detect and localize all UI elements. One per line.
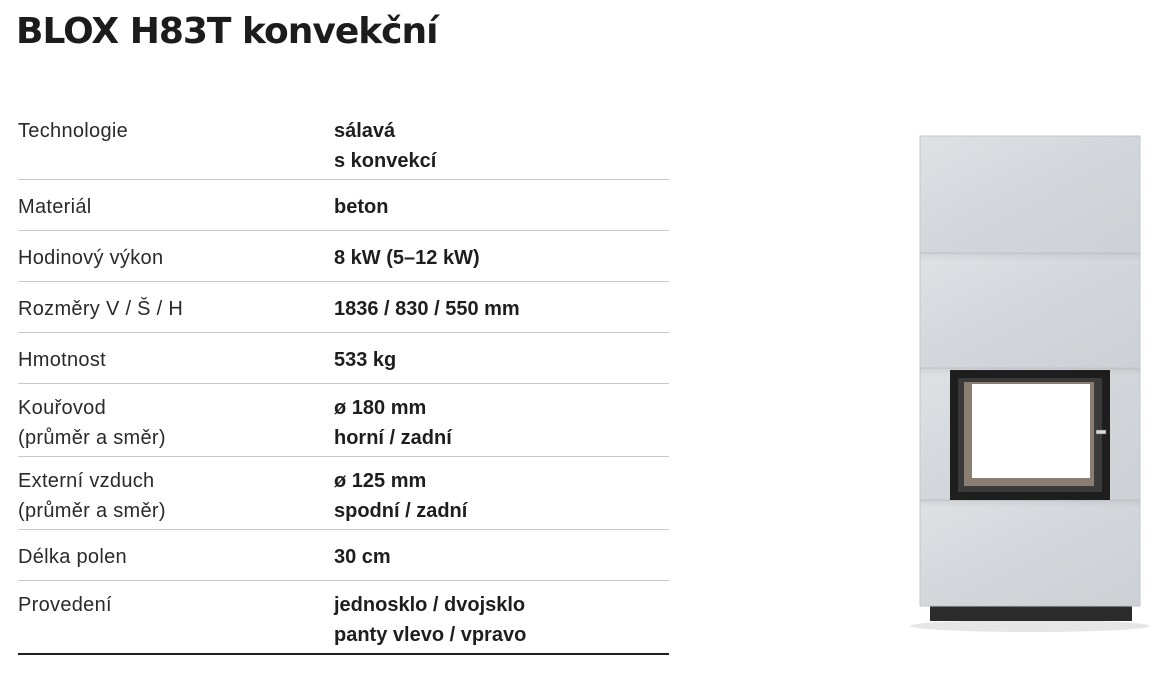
spec-value: beton: [334, 196, 389, 218]
spec-row-dimensions: [18, 282, 669, 333]
spec-label: Rozměry V / Š / H: [18, 298, 184, 320]
spec-value: sálavá s konvekcí: [334, 120, 437, 172]
spec-value: 533 kg: [334, 349, 397, 371]
spec-row-weight: [18, 333, 669, 384]
spec-label: Technologie: [18, 120, 129, 142]
spec-label: Provedení: [18, 594, 112, 616]
spec-value: 1836 / 830 / 550 mm: [334, 298, 520, 320]
fireplace-illustration: [900, 120, 1162, 640]
spec-table: [18, 104, 669, 655]
spec-row-material: [18, 180, 669, 231]
spec-row-external-air: [18, 457, 669, 530]
spec-row-log-length: [18, 530, 669, 581]
spec-value: 30 cm: [334, 546, 391, 568]
spec-label: Hodinový výkon: [18, 247, 164, 269]
spec-row-flue: [18, 384, 669, 457]
spec-label: Materiál: [18, 196, 92, 218]
spec-label: Kouřovod (průměr a směr): [18, 397, 166, 449]
spec-label: Hmotnost: [18, 349, 106, 371]
spec-label: Délka polen: [18, 546, 127, 568]
spec-row-technology: [18, 104, 669, 180]
spec-value: ø 125 mm spodní / zadní: [334, 470, 468, 522]
page-title: BLOX H83T konvekční: [16, 11, 438, 52]
spec-row-power: [18, 231, 669, 282]
spec-value: jednosklo / dvojsklo panty vlevo / vpravo: [334, 594, 527, 646]
product-image: [900, 120, 1162, 640]
spec-value: ø 180 mm horní / zadní: [334, 397, 452, 449]
spec-label: Externí vzduch (průměr a směr): [18, 470, 166, 522]
spec-value: 8 kW (5–12 kW): [334, 247, 480, 269]
spec-row-version: [18, 581, 669, 655]
